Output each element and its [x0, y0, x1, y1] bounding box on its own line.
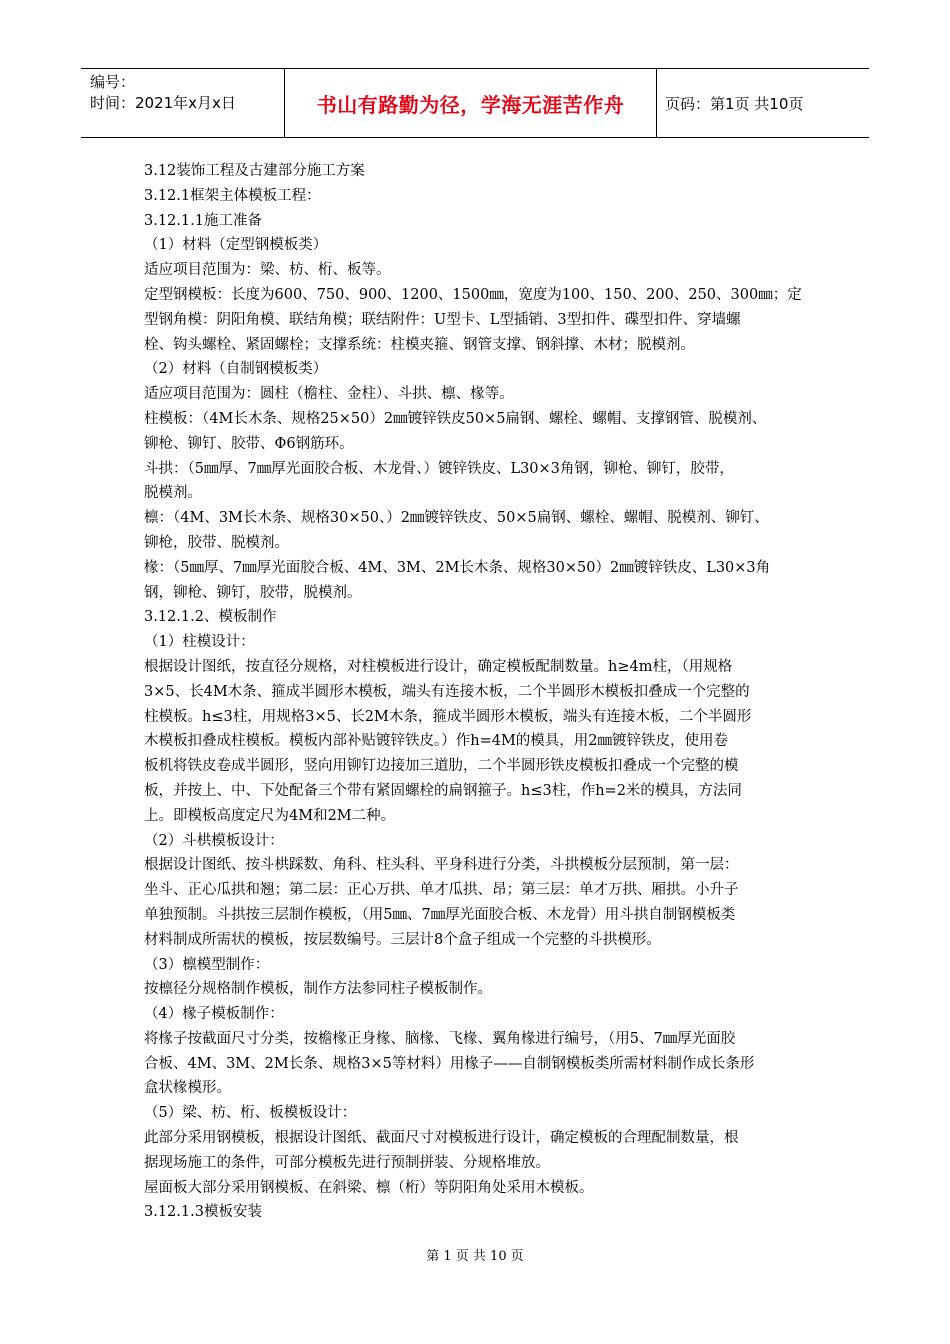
- document-date: 时间：2021年x月x日: [90, 94, 236, 112]
- page-footer: 第 1 页 共 10 页: [426, 1249, 524, 1264]
- body-line: 按檩径分规格制作模板，制作方法参同柱子模板制作。: [144, 981, 492, 998]
- body-line: 柱模板：（4M长木条、规格25×50）2㎜镀锌铁皮50×5扁钢、螺栓、螺帽、支撑钢管、脱模剂、: [144, 410, 767, 427]
- body-line: 将椽子按截面尺寸分类，按檐椽正身椽、脑椽、飞椽、翼角椽进行编号，（用5、7㎜厚光面胶: [144, 1030, 736, 1047]
- body-line: 铆枪，胶带、脱模剂。: [144, 534, 289, 551]
- body-line: 板机将铁皮卷成半圆形，竖向用铆钉边接加三道肋，二个半圆形铁皮模板扣叠成一个完整的模: [144, 758, 739, 775]
- body-line: 材料制成所需状的模板，按层数编号。三层计8个盒子组成一个完整的斗拱模形。: [144, 931, 661, 948]
- body-line: 木模板扣叠成柱模板。模板内部补贴镀锌铁皮。）作h=4M的模具，用2㎜镀锌铁皮，使用卷: [144, 733, 729, 750]
- body-line: 3×5、长4M木条、箍成半圆形木模板，端头有连接木板，二个半圆形木模板扣叠成一个完整的: [144, 683, 750, 700]
- body-line: 脱模剂。: [144, 485, 202, 502]
- body-line: 盒状椽模形。: [144, 1080, 231, 1097]
- body-line: 根据设计图纸、按斗栱踩数、角科、柱头科、平身科进行分类，斗拱模板分层预制，第一层：: [144, 857, 739, 874]
- body-line: 椽：（5㎜厚、7㎜厚光面胶合板、4M、3M、2M长木条、规格30×50）2㎜镀锌铁皮、L30×3角: [144, 559, 771, 576]
- header-page-code: 页码：第1页 共10页: [665, 94, 804, 113]
- body-line: 檩：（4M、3M长木条、规格30×50、）2㎜镀锌铁皮、50×5扁钢、螺栓、螺帽、脱模剂、铆钉、: [144, 510, 769, 527]
- body-line: 3.12.1.2、模板制作: [144, 609, 277, 626]
- document-number-label: 编号：: [90, 73, 136, 91]
- body-line: 单独预制。斗拱按三层制作模板，（用5㎜、7㎜厚光面胶合板、木龙骨）用斗拱自制钢模板类: [144, 906, 736, 923]
- header-motto: 书山有路勤为径，学海无涯苦作舟: [284, 69, 657, 137]
- body-line: （5）梁、枋、桁、板模板设计：: [144, 1105, 357, 1122]
- body-line: （4）椽子模板制作：: [144, 1006, 284, 1023]
- body-line: 坐斗、正心瓜拱和翘；第二层：正心万拱、单才瓜拱、昂；第三层：单才万拱、厢拱。小升子: [144, 882, 739, 899]
- body-line: 3.12.1框架主体模板工程：: [144, 187, 321, 204]
- body-line: 据现场施工的条件，可部分模板先进行预制拼装、分规格堆放。: [144, 1154, 550, 1171]
- body-line: 钢，铆枪、铆钉，胶带，脱模剂。: [144, 584, 362, 601]
- body-line: 铆枪、铆钉、胶带、Φ6钢筋环。: [144, 435, 354, 452]
- document-body: [144, 159, 812, 1225]
- body-line: （2）材料（自制钢模板类）: [144, 361, 328, 378]
- body-line: 定型钢模板：长度为600、750、900、1200、1500㎜，宽度为100、150、200、250、300㎜；定: [144, 286, 802, 303]
- header-left-cell: [81, 69, 284, 137]
- body-line: 上。即模板高度定尺为4M和2M二种。: [144, 807, 396, 824]
- body-line: 3.12.1.3模板安装: [144, 1204, 262, 1221]
- body-line: 此部分采用钢模板，根据设计图纸、截面尺寸对模板进行设计，确定模板的合理配制数量，根: [144, 1130, 739, 1147]
- body-line: （3）檩模型制作：: [144, 956, 270, 973]
- body-line: （2）斗栱模板设计：: [144, 832, 284, 849]
- body-line: 3.12装饰工程及古建部分施工方案: [144, 163, 365, 179]
- body-line: （1）材料（定型钢模板类）: [144, 237, 328, 254]
- body-line: （1）柱模设计：: [144, 634, 255, 651]
- body-line: 适应项目范围为：圆柱（檐柱、金柱）、斗拱、檩、椽等。: [144, 386, 514, 403]
- body-line: 合板、4M、3M、2M长条、规格3×5等材料）用椽子——自制钢模板类所需材料制作成长条形: [144, 1055, 755, 1072]
- body-line: 型钢角模：阴阳角模、联结角模；联结附件：U型卡、L型插销、3型扣件、碟型扣件、穿墙螺: [144, 311, 741, 328]
- body-line: 板，并按上、中、下处配备三个带有紧固螺栓的扁钢箍子。h≤3柱，作h=2米的模具，方法同: [144, 782, 742, 799]
- body-line: 栓、钩头螺栓、紧固螺栓；支撑系统：柱模夹箍、钢管支撑、钢斜撑、木材；脱模剂。: [144, 336, 695, 353]
- body-line: 斗拱：（5㎜厚、7㎜厚光面胶合板、木龙骨、）镀锌铁皮、L30×3角钢，铆枪、铆钉，胶带，: [144, 460, 734, 477]
- body-line: 适应项目范围为：梁、枋、桁、板等。: [144, 262, 391, 279]
- body-line: 3.12.1.1施工准备: [144, 212, 262, 229]
- body-line: 柱模板。h≤3柱，用规格3×5、长2M木条，箍成半圆形木模板，端头有连接木板，二个半圆形: [144, 708, 752, 725]
- page-header: [81, 68, 869, 138]
- body-line: 根据设计图纸，按直径分规格，对柱模板进行设计，确定模板配制数量。h≥4m柱，（用规格: [144, 658, 733, 675]
- body-line: 屋面板大部分采用钢模板、在斜梁、檩（桁）等阴阳角处采用木模板。: [144, 1179, 594, 1196]
